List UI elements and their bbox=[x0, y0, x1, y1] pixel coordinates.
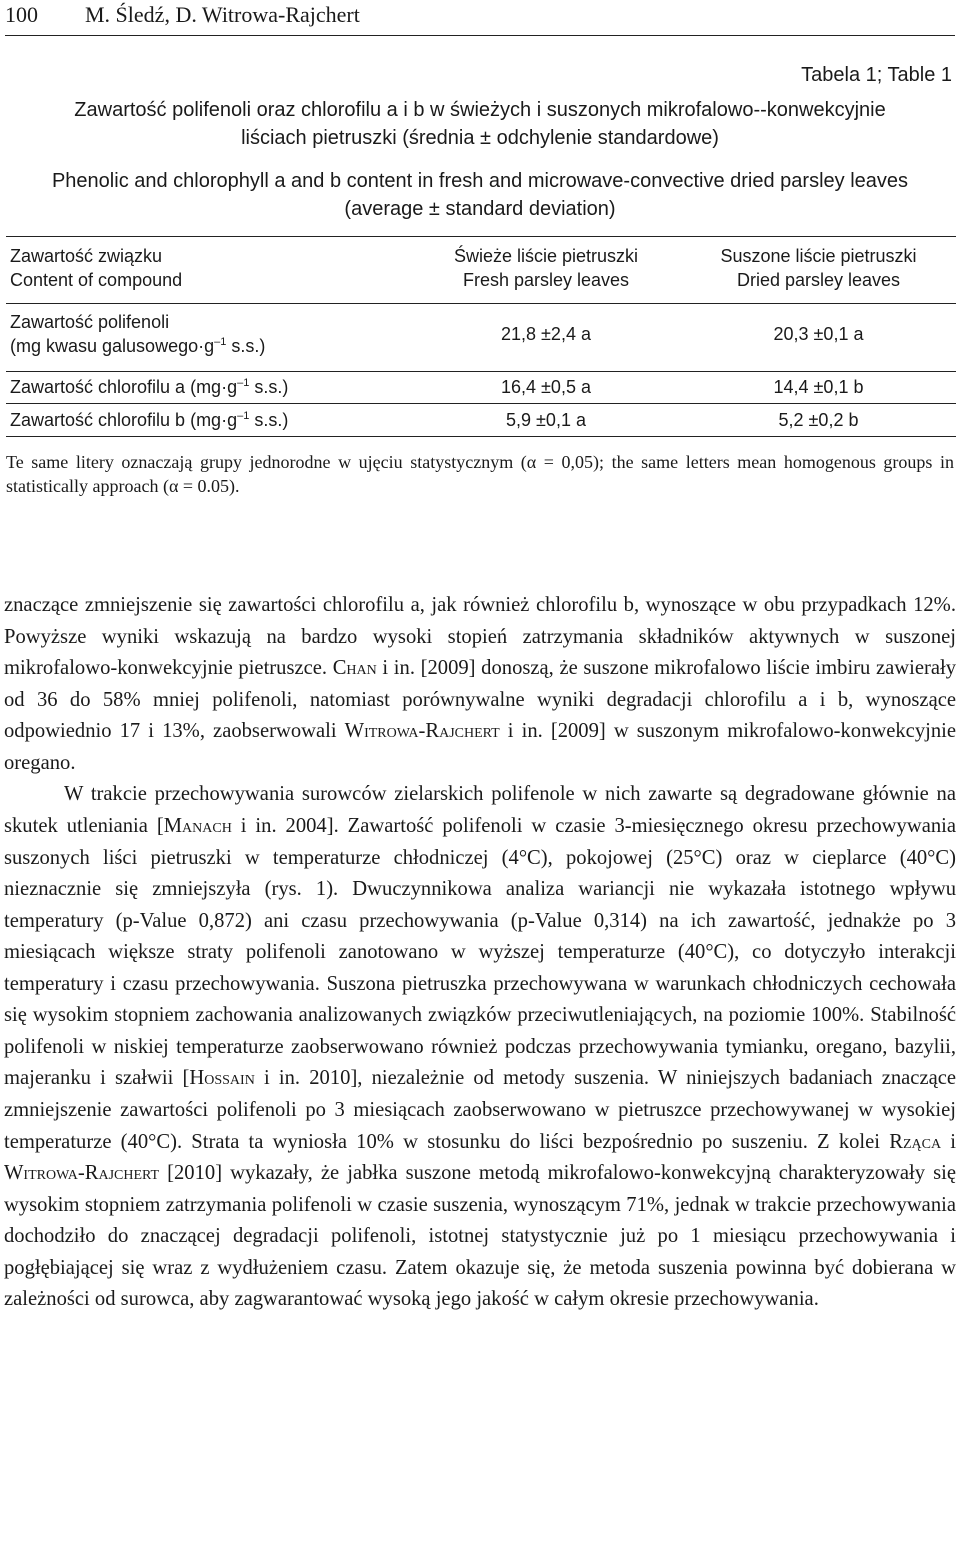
table-header-fresh: Świeże liście pietruszki Fresh parsley leaves bbox=[453, 246, 639, 290]
table-top-rule bbox=[6, 236, 956, 237]
table-footnote: Te same litery oznaczają grupy jednorodne w ujęciu statystycznym (α = 0,05); the same letters mean homogenous groups in statistically approach (α = 0.05). bbox=[6, 452, 954, 496]
table-header-rule bbox=[6, 303, 956, 304]
data-table bbox=[6, 236, 956, 437]
paragraph: W trakcie przechowywania surowców zielarskich polifenole w nich zawarte są degradowane głównie na skutek utleniania [Manach i in. 2004]. Zawartość polifenoli w czasie 3-miesięcznego okresu przechowywania suszonych liści pietruszki w temperaturze chłodniczej (4°C), pokojowej (25°C) oraz w cieplarce (40°C) nieznacznie się zmniejszyła (rys. 1). Dwuczynnikowa analiza wariancji nie wykazała istotnego wpływu temperatury (p-Value 0,872) ani czasu przechowywania (p-Value 0,314) na ich zawartość, jednakże po 3 miesiącach większe straty polifenoli zanotowano w wyższej temperaturze (40°C), co dotyczyło interakcji temperatury i czasu przechowywania. Suszona pietruszka przechowywana w warunkach chłodniczych cechowała się wysokim stopniem zachowania analizowanych związków przeciwutleniających, na poziomie 100%. Stabilność polifenoli w niskiej temperaturze zaobserwowano również podczas przechowywania tymianku, oregano, bazylii, majeranku i szałwii [Hossain i in. 2010], niezależnie od metody suszenia. W niniejszych badaniach znaczące zmniejszenie zawartości polifenoli po 3 miesiącach zaobserwowano w pietruszce przechowywanej w wysokiej temperaturze (40°C). Strata ta wyniosła 10% w stosunku do liści bezpośrednio po suszeniu. Z kolei Rząca i Witrowa-Rajchert [2010] wykazały, że jabłka suszone metodą mikrofalowo-konwekcyjną charakteryzowały się wysokim stopniem zatrzymania polifenoli w czasie suszenia, wynoszącym 71%, jednak w trakcie przechowywania dochodziło do znaczącej degradacji polifenoli, istotnej statystycznie już po 1 miesiącu przechowywania i pogłębiającej się wraz z wydłużeniem czasu. Zatem okazuje się, że metoda suszenia powinna być dobierana w zależności od surowca, aby zagwarantować wysoką jego jakość w całym okresie przechowywania. bbox=[4, 783, 957, 1311]
table-caption-english: Phenolic and chlorophyll a and b content in fresh and microwave-convective dried parsley leaves (average ± standard deviation) bbox=[51, 170, 909, 220]
table-cell-fresh: 5,9 ±0,1 a bbox=[506, 410, 586, 430]
table-cell-dried: 14,4 ±0,1 b bbox=[773, 377, 864, 397]
table-header-dried: Suszone liście pietruszki Dried parsley leaves bbox=[720, 246, 917, 290]
table-row-label: Zawartość chlorofilu b ($mg\cdot g^{-1}$ s.s.) bbox=[10, 410, 289, 430]
table-caption-polish: Zawartość polifenoli oraz chlorofilu a i b w świeżych i suszonych mikrofalowo--konwekcyjnie liściach pietruszki (średnia ± odchylenie standardowe) bbox=[74, 99, 886, 149]
table-cell-dried: 20,3 ±0,1 a bbox=[773, 324, 864, 344]
table-cell-fresh: 16,4 ±0,5 a bbox=[501, 377, 591, 397]
table-cell-fresh: 21,8 ±2,4 a bbox=[501, 324, 591, 344]
header-rule bbox=[5, 35, 955, 36]
table-row-rule bbox=[6, 403, 956, 404]
table-bottom-rule bbox=[6, 436, 956, 437]
body-text bbox=[4, 590, 956, 1316]
running-header bbox=[5, 2, 955, 32]
page-number: 100 bbox=[5, 2, 38, 27]
table-row-label: Zawartość chlorofilu a ($mg\cdot g^{-1}$ s.s.) bbox=[10, 377, 289, 397]
table-cell-dried: 5,2 ±0,2 b bbox=[778, 410, 859, 430]
table-row-label: Zawartość polifenoli (mg kwasu $galusowego\cdot g^{-1}$ s.s.) bbox=[10, 312, 266, 356]
running-header-authors: M. Śledź, D. Witrowa-Rajchert bbox=[85, 2, 360, 27]
table-header-compound: Zawartość związku Content of compound bbox=[10, 246, 183, 290]
paragraph: znaczące zmniejszenie się zawartości chlorofilu a, jak również chlorofilu b, wynoszące w obu przypadkach 12%. Powyższe wyniki wskazują na bardzo wysoki stopień zatrzymania składników aktywnych w suszonej mikrofalowo-konwekcyjnie pietruszce. Chan i in. [2009] donoszą, że suszone mikrofalowo liście imbiru zawierały od 36 do 58% mniej polifenoli, natomiast porównywalne wyniki degradacji chlorofilu a i b, wynoszące odpowiednio 17 i 13%, zaobserwowali Witrowa-Rajchert i in. [2009] w suszonym mikrofalowo-konwekcyjnie oregano. bbox=[4, 594, 957, 774]
table-label: Tabela 1; Table 1 bbox=[801, 64, 952, 86]
table-row-rule bbox=[6, 371, 956, 372]
